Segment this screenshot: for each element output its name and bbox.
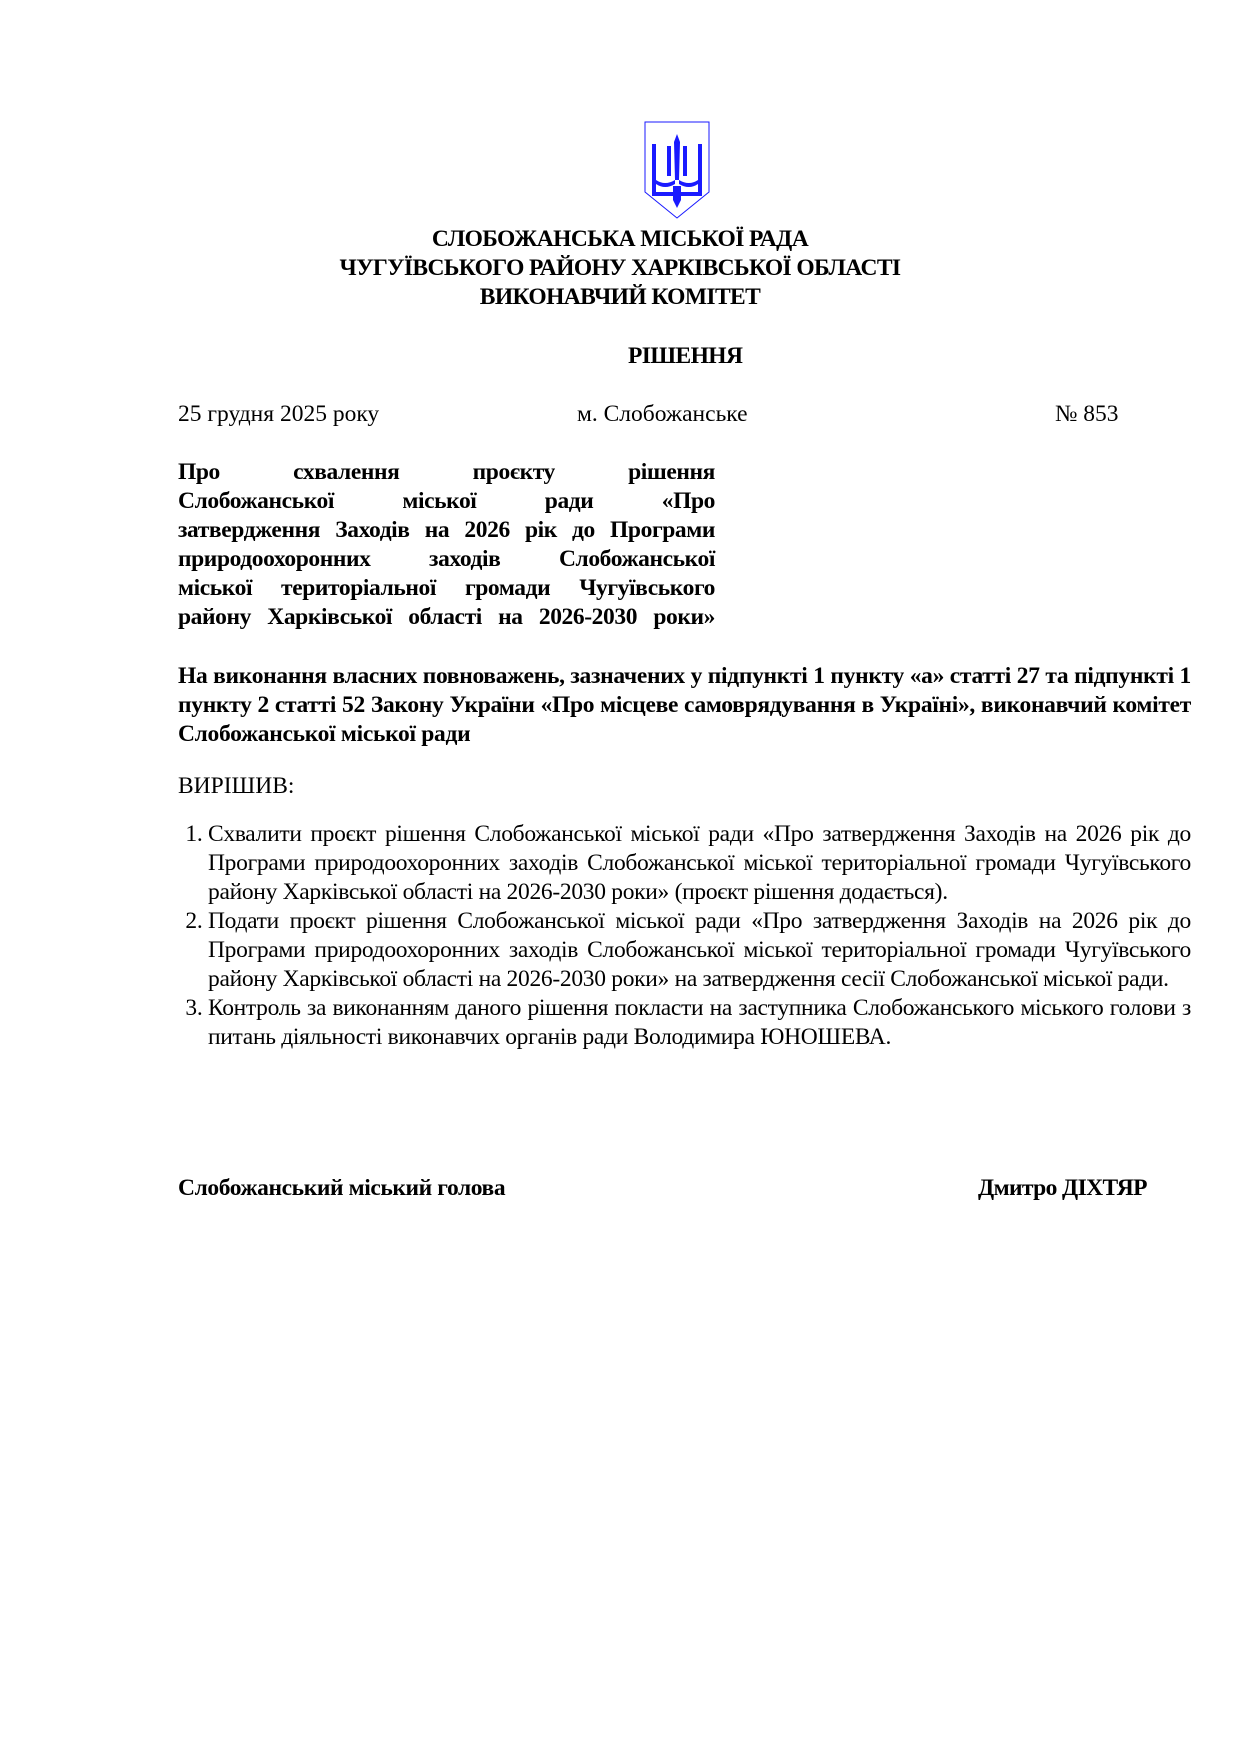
decision-item: 2. Подати проєкт рішення Слобожанської міської ради «Про затвердження Заходів на 2026 рік до Програми природоохоронних заходів Слобожанської міської територіальної громади Чугуївського району Харківської області на 2026-2030 роки» на затвердження сесії Слобожанської міської ради.: [208, 907, 1191, 994]
title-line: Слобожанської міської ради «Про: [178, 488, 715, 514]
title-line: затвердження Заходів на 2026 рік до Програми: [178, 517, 715, 543]
document-number: № 853: [1055, 401, 1119, 427]
org-header: [0, 225, 1240, 312]
preamble: На виконання власних повноважень, зазначених у підпункті 1 пункту «а» статті 27 та підпункті 1 пункту 2 статті 52 Закону України «Про місцеве самоврядування в Україні», виконавчий комітет Слобожанської міської ради: [178, 663, 1191, 747]
org-committee: ВИКОНАВЧИЙ КОМІТЕТ: [479, 284, 761, 310]
title-line: міської територіальної громади Чугуївського: [178, 575, 715, 601]
org-name: СЛОБОЖАНСЬКА МІСЬКОЇ РАДА: [431, 226, 809, 252]
decision-item: 3. Контроль за виконанням даного рішення покласти на заступника Слобожанського міського голови з питань діяльності виконавчих органів ради Володимира ЮНОШЕВА.: [208, 994, 1191, 1052]
document-place: м. Слобожанське: [577, 401, 748, 427]
decided-heading: ВИРІШИВ:: [178, 773, 295, 799]
decision-items: [178, 820, 1191, 1052]
signature-name: Дмитро ДІХТЯР: [978, 1175, 1147, 1201]
document-type: РІШЕННЯ: [628, 343, 743, 369]
state-emblem: [643, 120, 711, 220]
document-title: [178, 458, 715, 632]
decision-item: 1. Схвалити проєкт рішення Слобожанської міської ради «Про затвердження Заходів на 2026 рік до Програми природоохоронних заходів Слобожанської міської територіальної громади Чугуївського району Харківської області на 2026-2030 роки» (проєкт рішення додається).: [208, 820, 1191, 907]
trident-icon: [643, 120, 711, 220]
title-line: Про схвалення проєкту рішення: [178, 459, 715, 485]
org-district: ЧУГУЇВСЬКОГО РАЙОНУ ХАРКІВСЬКОЇ ОБЛАСТІ: [339, 255, 901, 281]
signature-position: Слобожанський міський голова: [178, 1175, 506, 1201]
title-line: природоохоронних заходів Слобожанської: [178, 546, 715, 572]
document-date: 25 грудня 2025 року: [178, 401, 380, 427]
title-line: району Харківської області на 2026-2030 роки»: [178, 604, 715, 630]
